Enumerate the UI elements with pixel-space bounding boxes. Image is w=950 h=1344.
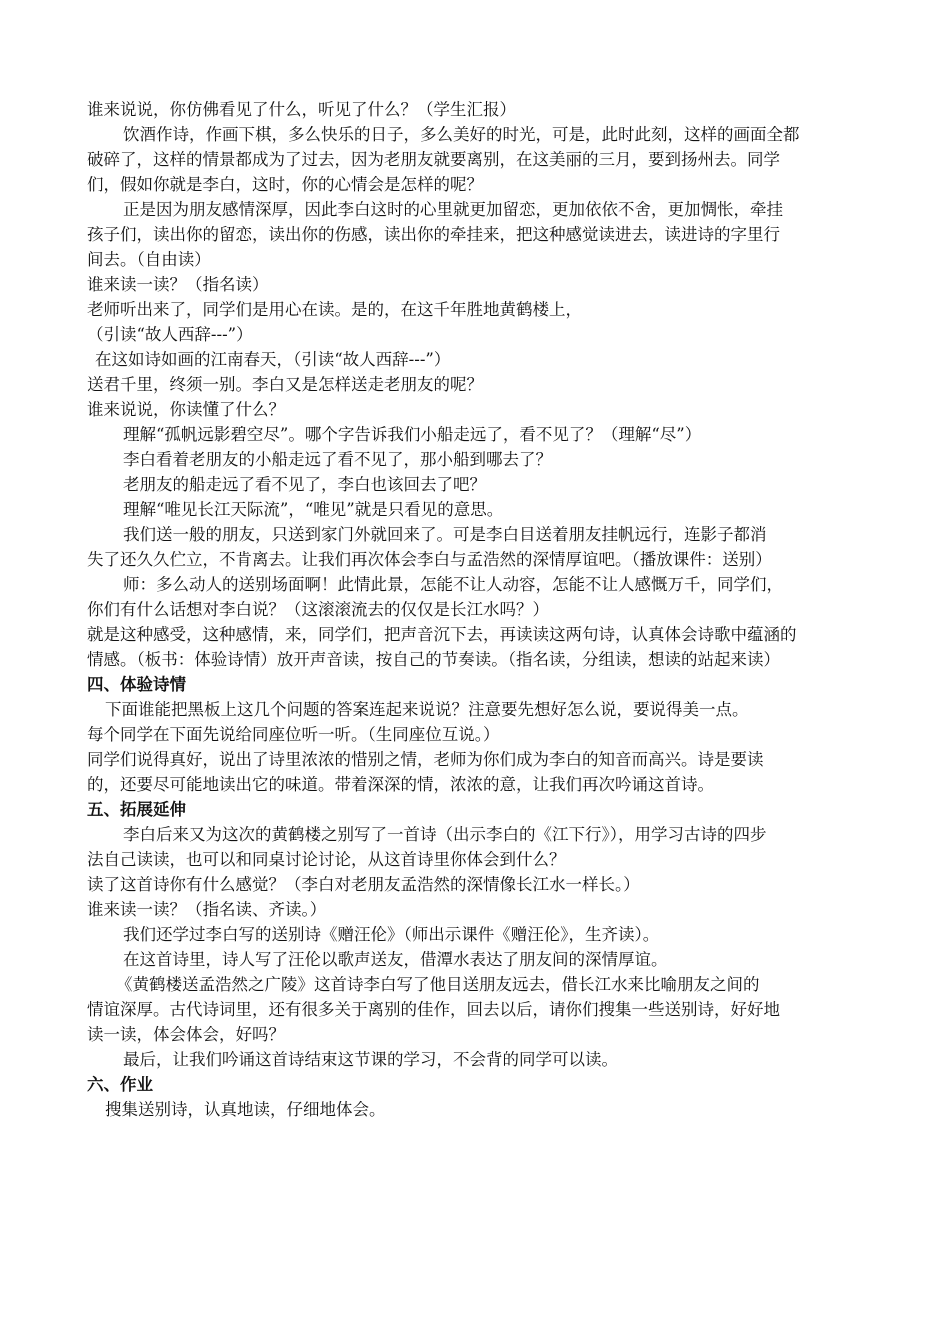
- section-heading: 五、拓展延伸: [87, 800, 186, 819]
- text-line: 老朋友的船走远了看不见了，李白也该回去了吧？: [123, 475, 486, 494]
- text-line: 情谊深厚。古代诗词里，还有很多关于离别的佳作，回去以后，请你们搜集一些送别诗，好好地: [87, 1000, 780, 1019]
- text-line: 失了还久久伫立，不肯离去。让我们再次体会李白与孟浩然的深情厚谊吧。（播放课件：送别）: [87, 550, 772, 569]
- text-line: 师：多么动人的送别场面啊！此情此景，怎能不让人动容，怎能不让人感慨万千，同学们，: [123, 575, 783, 594]
- text-line: 间去。（自由读）: [87, 250, 211, 269]
- text-line: （引读“故人西辞---”）: [87, 325, 253, 344]
- text-line: 同学们说得真好，说出了诗里浓浓的惜别之情，老师为你们成为李白的知音而高兴。诗是要读: [87, 750, 764, 769]
- text-line: 最后，让我们吟诵这首诗结束这节课的学习，不会背的同学可以读。: [123, 1050, 618, 1069]
- text-line: 送君千里，终须一别。李白又是怎样送走老朋友的呢？: [87, 375, 483, 394]
- text-line: 读一读，体会体会，好吗？: [87, 1025, 285, 1044]
- text-line: 谁来说说，你仿佛看见了什么，听见了什么？（学生汇报）: [87, 100, 516, 119]
- text-line: 谁来读一读？（指名读、齐读。）: [87, 900, 327, 919]
- text-line: 搜集送别诗，认真地读，仔细地体会。: [105, 1100, 386, 1119]
- text-line: 我们还学过李白写的送别诗《赠汪伦》（师出示课件《赠汪伦》，生齐读）。: [123, 925, 660, 944]
- text-line: 情感。（板书：体验诗情）放开声音读，按自己的节奏读。（指名读，分组读，想读的站起来读）: [87, 650, 780, 669]
- section-heading: 四、体验诗情: [87, 675, 186, 694]
- text-line: 们，假如你就是李白，这时，你的心情会是怎样的呢？: [87, 175, 483, 194]
- section-heading: 六、作业: [87, 1075, 153, 1094]
- text-line: 理解“唯见长江天际流”，“唯见”就是只看见的意思。: [123, 500, 504, 519]
- text-line: 下面谁能把黑板上这几个问题的答案连起来说说？注意要先想好怎么说，要说得美一点。: [105, 700, 749, 719]
- text-line: 孩子们，读出你的留恋，读出你的伤感，读出你的牵挂来，把这种感觉读进去，读进诗的字里行: [87, 225, 780, 244]
- text-line: 在这首诗里，诗人写了汪伦以歌声送友，借潭水表达了朋友间的深情厚谊。: [123, 950, 668, 969]
- text-line: 理解“孤帆远影碧空尽”。哪个字告诉我们小船走远了，看不见了？（理解“尽”）: [123, 425, 702, 444]
- text-line: 在这如诗如画的江南春天，（引读“故人西辞---”）: [95, 350, 451, 369]
- text-line: 李白后来又为这次的黄鹤楼之别写了一首诗（出示李白的《江下行》），用学习古诗的四步: [123, 825, 767, 844]
- text-line: 每个同学在下面先说给同座位听一听。（生同座位互说。）: [87, 725, 500, 744]
- text-line: 《黄鹤楼送孟浩然之广陵》这首诗李白写了他目送朋友远去，借长江水来比喻朋友之间的: [116, 975, 760, 994]
- text-line: 谁来读一读？（指名读）: [87, 275, 269, 294]
- text-line: 就是这种感受，这种感情，来，同学们，把声音沉下去，再读读这两句诗，认真体会诗歌中蕴涵的: [87, 625, 797, 644]
- text-line: 李白看着老朋友的小船走远了看不见了，那小船到哪去了？: [123, 450, 552, 469]
- text-line: 饮酒作诗，作画下棋，多么快乐的日子，多么美好的时光，可是，此时此刻，这样的画面全都: [123, 125, 800, 144]
- text-line: 我们送一般的朋友，只送到家门外就回来了。可是李白目送着朋友挂帆远行，连影子都消: [123, 525, 767, 544]
- text-line: 的，还要尽可能地读出它的味道。带着深深的情，浓浓的意，让我们再次吟诵这首诗。: [87, 775, 714, 794]
- text-line: 破碎了，这样的情景都成为了过去，因为老朋友就要离别，在这美丽的三月，要到扬州去。同学: [87, 150, 780, 169]
- text-line: 法自己读读，也可以和同桌讨论讨论，从这首诗里你体会到什么？: [87, 850, 566, 869]
- text-line: 谁来说说，你读懂了什么？: [87, 400, 285, 419]
- text-line: 老师听出来了，同学们是用心在读。是的，在这千年胜地黄鹤楼上，: [87, 300, 582, 319]
- text-line: 你们有什么话想对李白说？（这滚滚流去的仅仅是长江水吗？）: [87, 600, 549, 619]
- text-line: 读了这首诗你有什么感觉？（李白对老朋友孟浩然的深情像长江水一样长。）: [87, 875, 640, 894]
- text-line: 正是因为朋友感情深厚，因此李白这时的心里就更加留恋，更加依依不舍，更加惆怅，牵挂: [123, 200, 783, 219]
